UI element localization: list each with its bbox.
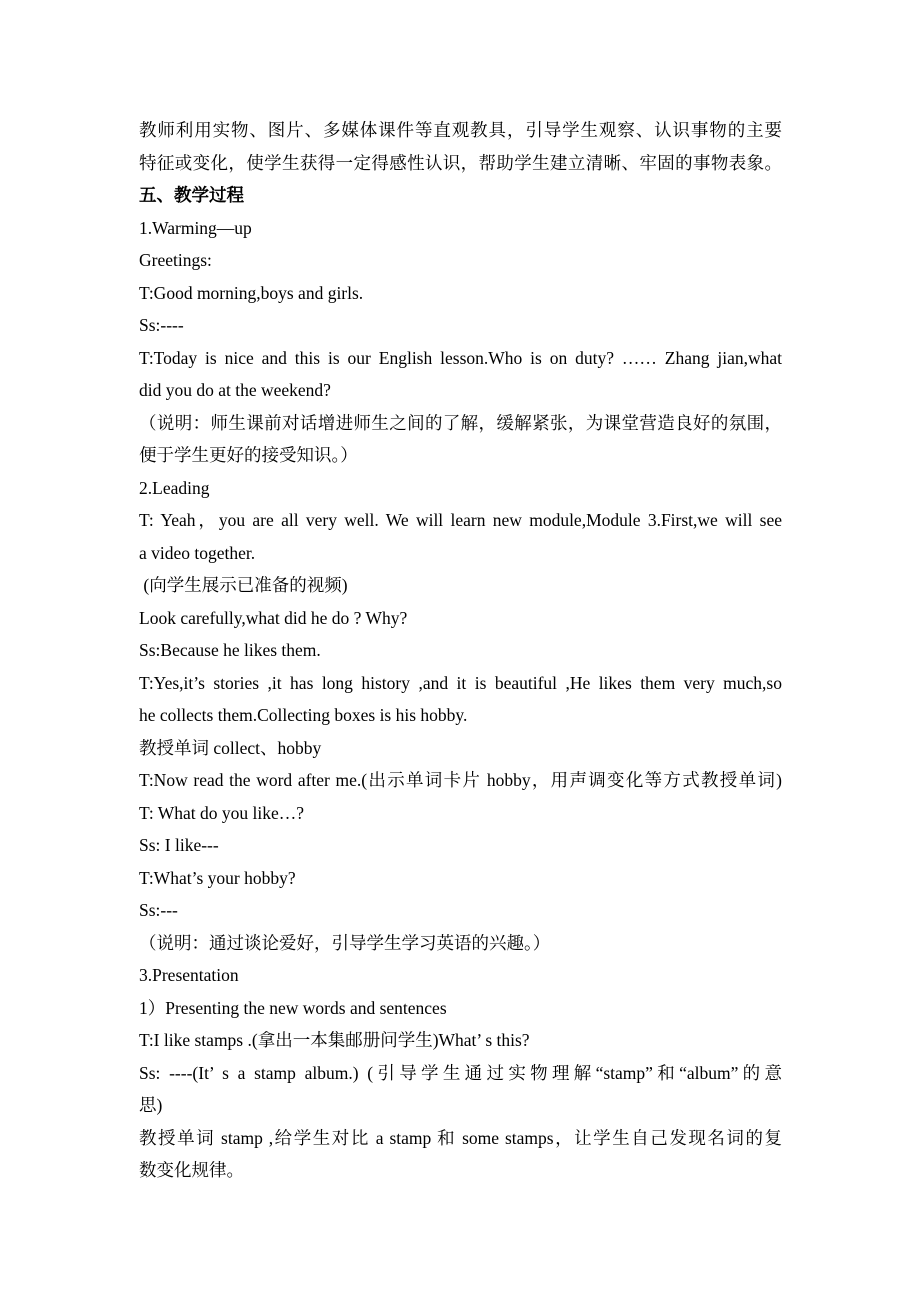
- dialogue-line: Ss:----: [139, 315, 184, 335]
- dialogue-line: Ss:Because he likes them.: [139, 640, 321, 660]
- paragraph-line: Greetings:: [139, 250, 212, 270]
- note-line: (向学生展示已准备的视频): [139, 575, 348, 595]
- sub-heading: 1）Presenting the new words and sentences: [139, 997, 447, 1018]
- step-heading: 1.Warming—up: [139, 217, 252, 238]
- dialogue-line: T:Yes,it’s stories ,it has long history ,and it is beautiful ,He likes them very much,so: [139, 672, 782, 693]
- dialogue-line: T:What’s your hobby?: [139, 867, 296, 888]
- dialogue-line: T:Today is nice and this is our English lesson.Who is on duty? …… Zhang jian,what: [139, 347, 782, 368]
- dialogue-line: T:Now read the word after me.(出示单词卡片 hobby，用声调变化等方式教授单词): [139, 770, 782, 790]
- step-heading: 3.Presentation: [139, 965, 239, 985]
- paragraph-line: 教授单词 collect、hobby: [139, 737, 322, 758]
- step-heading: 2.Leading: [139, 477, 210, 498]
- dialogue-line: he collects them.Collecting boxes is his hobby.: [139, 705, 468, 725]
- paragraph-line: 特征或变化，使学生获得一定得感性认识，帮助学生建立清晰、牢固的事物表象。: [139, 152, 782, 173]
- paragraph-line: 教师利用实物、图片、多媒体课件等直观教具，引导学生观察、认识事物的主要: [139, 120, 782, 140]
- note-line: （说明：师生课前对话增进师生之间的了解，缓解紧张，为课堂营造良好的氛围，: [139, 412, 782, 433]
- dialogue-line: 思): [139, 1095, 163, 1115]
- dialogue-line: T: Yeah，you are all very well. We will learn new module,Module 3.First,we will see: [139, 510, 782, 530]
- dialogue-line: Ss: ----(It’ s a stamp album.) (引导学生通过实物理解“stamp”和“album”的意: [139, 1062, 782, 1083]
- dialogue-line: a video together.: [139, 542, 256, 563]
- paragraph-line: 数变化规律。: [139, 1160, 244, 1180]
- note-line: 便于学生更好的接受知识。）: [139, 445, 358, 465]
- dialogue-line: did you do at the weekend?: [139, 380, 331, 400]
- section-heading: 五、教学过程: [139, 185, 244, 205]
- dialogue-line: Look carefully,what did he do ? Why?: [139, 607, 408, 628]
- document-page: [139, 114, 782, 1187]
- dialogue-line: T: What do you like…?: [139, 802, 305, 823]
- note-line: （说明：通过谈论爱好，引导学生学习英语的兴趣。）: [139, 932, 551, 953]
- paragraph-line: 教授单词 stamp ,给学生对比 a stamp 和 some stamps，让学生自己发现名词的复: [139, 1127, 782, 1148]
- dialogue-line: T:I like stamps .(拿出一本集邮册问学生)What’ s this?: [139, 1030, 530, 1050]
- dialogue-line: Ss: I like---: [139, 835, 219, 855]
- dialogue-line: Ss:---: [139, 900, 178, 920]
- dialogue-line: T:Good morning,boys and girls.: [139, 282, 364, 303]
